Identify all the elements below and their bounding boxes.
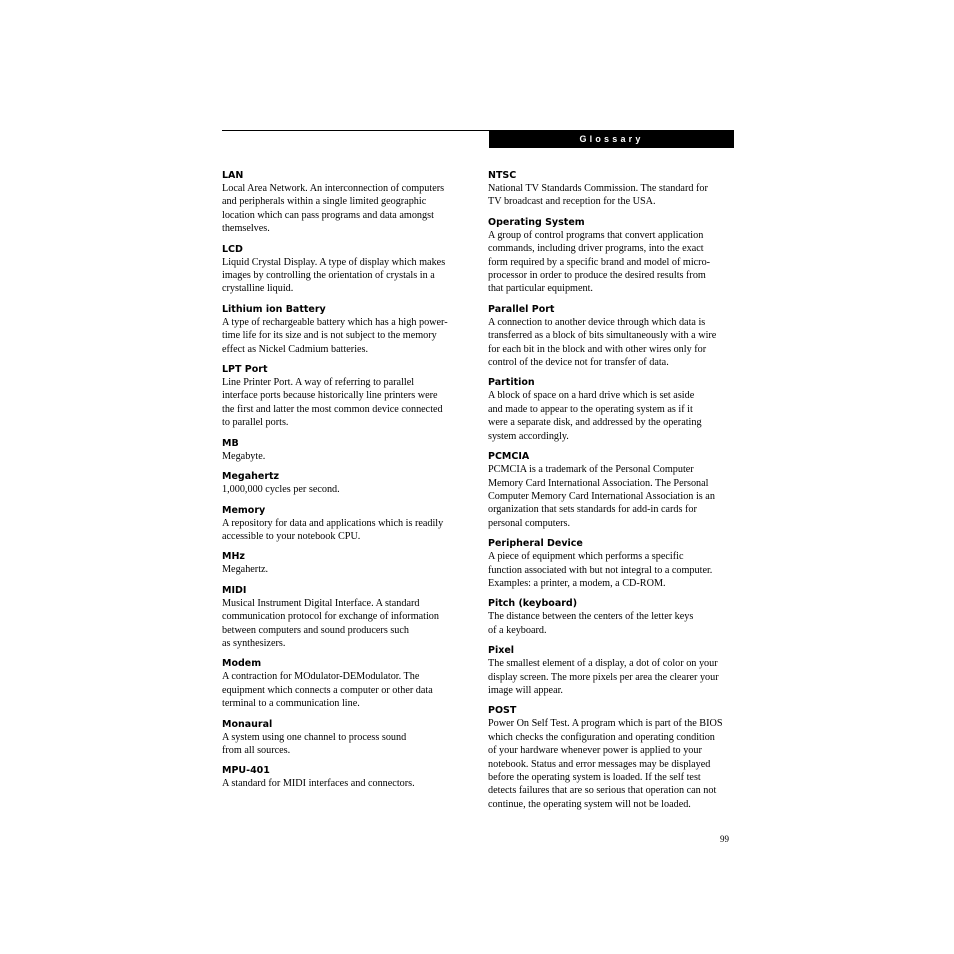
definition-line: A system using one channel to process sound bbox=[222, 731, 407, 743]
glossary-term: Monaural bbox=[222, 718, 273, 730]
definition-line: Line Printer Port. A way of referring to parallel bbox=[222, 377, 415, 389]
definition-line: Computer Memory Card International Association is an bbox=[488, 490, 715, 502]
definition-line: A type of rechargeable battery which has a high power- bbox=[222, 316, 448, 328]
glossary-entry bbox=[488, 450, 733, 530]
glossary-definition bbox=[222, 731, 467, 758]
definition-line: 1,000,000 cycles per second. bbox=[222, 484, 340, 496]
definition-line: TV broadcast and reception for the USA. bbox=[488, 196, 656, 208]
glossary-definition bbox=[222, 182, 467, 236]
glossary-term: NTSC bbox=[488, 170, 517, 181]
glossary-definition bbox=[488, 657, 733, 697]
definition-line: which checks the configuration and operating condition bbox=[488, 731, 715, 743]
header-rule bbox=[222, 130, 489, 131]
definition-line: organization that sets standards for add-in cards for bbox=[488, 504, 697, 516]
definition-line: before the operating system is loaded. If the self test bbox=[488, 772, 701, 783]
glossary-definition bbox=[222, 316, 467, 356]
definition-line: processor in order to produce the desired results from bbox=[488, 270, 706, 282]
definition-line: Megabyte. bbox=[222, 450, 266, 462]
glossary-definition bbox=[222, 450, 467, 463]
definition-line: Memory Card International Association. The Personal bbox=[488, 477, 709, 489]
definition-line: form required by a specific brand and model of micro- bbox=[488, 256, 711, 268]
definition-line: were a separate disk, and addressed by the operating bbox=[488, 417, 702, 429]
definition-line: crystalline liquid. bbox=[222, 283, 294, 295]
glossary-term: Lithium ion Battery bbox=[222, 303, 326, 315]
glossary-definition bbox=[222, 483, 467, 496]
glossary-entry bbox=[222, 550, 467, 576]
definition-line: Power On Self Test. A program which is part of the BIOS bbox=[488, 718, 723, 730]
definition-line: The distance between the centers of the letter keys bbox=[488, 611, 694, 623]
glossary-term: Peripheral Device bbox=[488, 538, 583, 550]
definition-line: and made to appear to the operating system as if it bbox=[488, 403, 693, 415]
glossary-term: Pitch (keyboard) bbox=[488, 598, 578, 610]
definition-line: A block of space on a hard drive which is set aside bbox=[488, 390, 695, 402]
definition-line: The smallest element of a display, a dot of color on your bbox=[488, 658, 718, 670]
definition-line: A piece of equipment which performs a specific bbox=[488, 551, 684, 563]
glossary-term: MB bbox=[222, 437, 239, 449]
definition-line: time life for its size and is not subject to the memory bbox=[222, 330, 437, 342]
glossary-entry bbox=[222, 169, 467, 236]
definition-line: the first and latter the most common device connected bbox=[222, 403, 443, 415]
definition-line: between computers and sound producers such bbox=[222, 624, 410, 636]
glossary-column-right bbox=[488, 169, 733, 818]
glossary-term: MIDI bbox=[222, 584, 247, 596]
glossary-term: MHz bbox=[222, 551, 245, 563]
page-number: 99 bbox=[720, 834, 729, 844]
glossary-term: LPT Port bbox=[222, 364, 268, 376]
glossary-entry bbox=[222, 504, 467, 544]
definition-line: for each bit in the block and with other wires only for bbox=[488, 343, 707, 355]
definition-line: personal computers. bbox=[488, 517, 571, 529]
glossary-term: LCD bbox=[222, 243, 243, 255]
definition-line: detects failures that are so serious that operation can not bbox=[488, 785, 717, 797]
glossary-term: POST bbox=[488, 705, 517, 717]
glossary-definition bbox=[488, 229, 733, 296]
glossary-term: Pixel bbox=[488, 645, 515, 657]
glossary-entry bbox=[488, 216, 733, 296]
glossary-definition bbox=[222, 597, 467, 651]
definition-line: themselves. bbox=[222, 223, 270, 235]
glossary-entry bbox=[222, 657, 467, 710]
glossary-term: Memory bbox=[222, 504, 266, 516]
definition-line: from all sources. bbox=[222, 744, 291, 756]
glossary-entry bbox=[222, 470, 467, 496]
glossary-entry bbox=[488, 704, 733, 811]
definition-line: A standard for MIDI interfaces and connectors. bbox=[222, 778, 415, 790]
definition-line: continue, the operating system will not be loaded. bbox=[488, 798, 691, 810]
glossary-term: Modem bbox=[222, 658, 262, 670]
definition-line: notebook. Status and error messages may be displayed bbox=[488, 758, 711, 770]
glossary-definition bbox=[222, 376, 467, 430]
definition-line: as synthesizers. bbox=[222, 637, 286, 649]
glossary-definition bbox=[222, 670, 467, 710]
glossary-definition bbox=[488, 182, 733, 209]
definition-line: commands, including driver programs, into the exact bbox=[488, 243, 704, 255]
glossary-term: Operating System bbox=[488, 216, 585, 228]
glossary-entry bbox=[222, 584, 467, 651]
definition-line: Megahertz. bbox=[222, 564, 269, 576]
definition-line: terminal to a communication line. bbox=[222, 698, 360, 710]
definition-line: effect as Nickel Cadmium batteries. bbox=[222, 343, 369, 355]
definition-line: Local Area Network. An interconnection of computers bbox=[222, 183, 445, 194]
glossary-term: Megahertz bbox=[222, 471, 280, 483]
glossary-entry bbox=[222, 718, 467, 758]
glossary-definition bbox=[488, 610, 733, 637]
glossary-definition bbox=[488, 717, 733, 811]
glossary-column-left bbox=[222, 169, 467, 798]
glossary-entry bbox=[488, 597, 733, 637]
definition-line: transferred as a block of bits simultaneously with a wire bbox=[488, 330, 717, 342]
glossary-entry bbox=[222, 764, 467, 790]
glossary-definition bbox=[488, 463, 733, 530]
definition-line: Liquid Crystal Display. A type of display which makes bbox=[222, 256, 446, 268]
glossary-definition bbox=[222, 256, 467, 296]
definition-line: function associated with but not integral to a computer. bbox=[488, 564, 713, 576]
definition-line: A connection to another device through which data is bbox=[488, 316, 706, 328]
definition-line: location which can pass programs and data amongst bbox=[222, 209, 434, 221]
glossary-entry bbox=[222, 303, 467, 356]
glossary-term: LAN bbox=[222, 170, 244, 181]
glossary-definition bbox=[222, 563, 467, 576]
glossary-definition bbox=[222, 777, 467, 790]
definition-line: that particular equipment. bbox=[488, 283, 593, 295]
definition-line: National TV Standards Commission. The standard for bbox=[488, 183, 708, 194]
glossary-entry bbox=[222, 243, 467, 296]
glossary-term: Partition bbox=[488, 377, 535, 389]
definition-line: of a keyboard. bbox=[488, 624, 547, 636]
definition-line: display screen. The more pixels per area the clearer your bbox=[488, 671, 719, 683]
glossary-entry bbox=[488, 169, 733, 209]
definition-line: A repository for data and applications which is readily bbox=[222, 517, 444, 529]
section-header-tab: Glossary bbox=[489, 130, 734, 148]
glossary-term: MPU-401 bbox=[222, 765, 270, 777]
glossary-entry bbox=[488, 303, 733, 370]
glossary-entry bbox=[488, 644, 733, 697]
definition-line: communication protocol for exchange of information bbox=[222, 611, 439, 623]
glossary-definition bbox=[488, 550, 733, 590]
glossary-entry bbox=[488, 537, 733, 590]
glossary-definition bbox=[488, 316, 733, 370]
definition-line: A contraction for MOdulator-DEModulator. The bbox=[222, 671, 420, 683]
glossary-entry bbox=[222, 363, 467, 430]
glossary-entry bbox=[222, 437, 467, 463]
glossary-term: PCMCIA bbox=[488, 451, 530, 463]
definition-line: accessible to your notebook CPU. bbox=[222, 530, 361, 542]
definition-line: Examples: a printer, a modem, a CD-ROM. bbox=[488, 577, 666, 589]
definition-line: interface ports because historically line printers were bbox=[222, 390, 438, 402]
definition-line: and peripherals within a single limited geographic bbox=[222, 196, 427, 208]
definition-line: Musical Instrument Digital Interface. A standard bbox=[222, 597, 420, 609]
definition-line: control of the device not for transfer of data. bbox=[488, 357, 669, 369]
definition-line: A group of control programs that convert application bbox=[488, 229, 704, 241]
glossary-definition bbox=[488, 389, 733, 443]
definition-line: image will appear. bbox=[488, 684, 563, 696]
definition-line: system accordingly. bbox=[488, 430, 569, 442]
definition-line: PCMCIA is a trademark of the Personal Computer bbox=[488, 464, 694, 476]
definition-line: images by controlling the orientation of crystals in a bbox=[222, 270, 435, 282]
definition-line: equipment which connects a computer or other data bbox=[222, 684, 433, 696]
glossary-entry bbox=[488, 376, 733, 443]
definition-line: to parallel ports. bbox=[222, 417, 289, 429]
definition-line: of your hardware whenever power is applied to your bbox=[488, 745, 702, 757]
glossary-definition bbox=[222, 517, 467, 544]
glossary-term: Parallel Port bbox=[488, 303, 555, 315]
